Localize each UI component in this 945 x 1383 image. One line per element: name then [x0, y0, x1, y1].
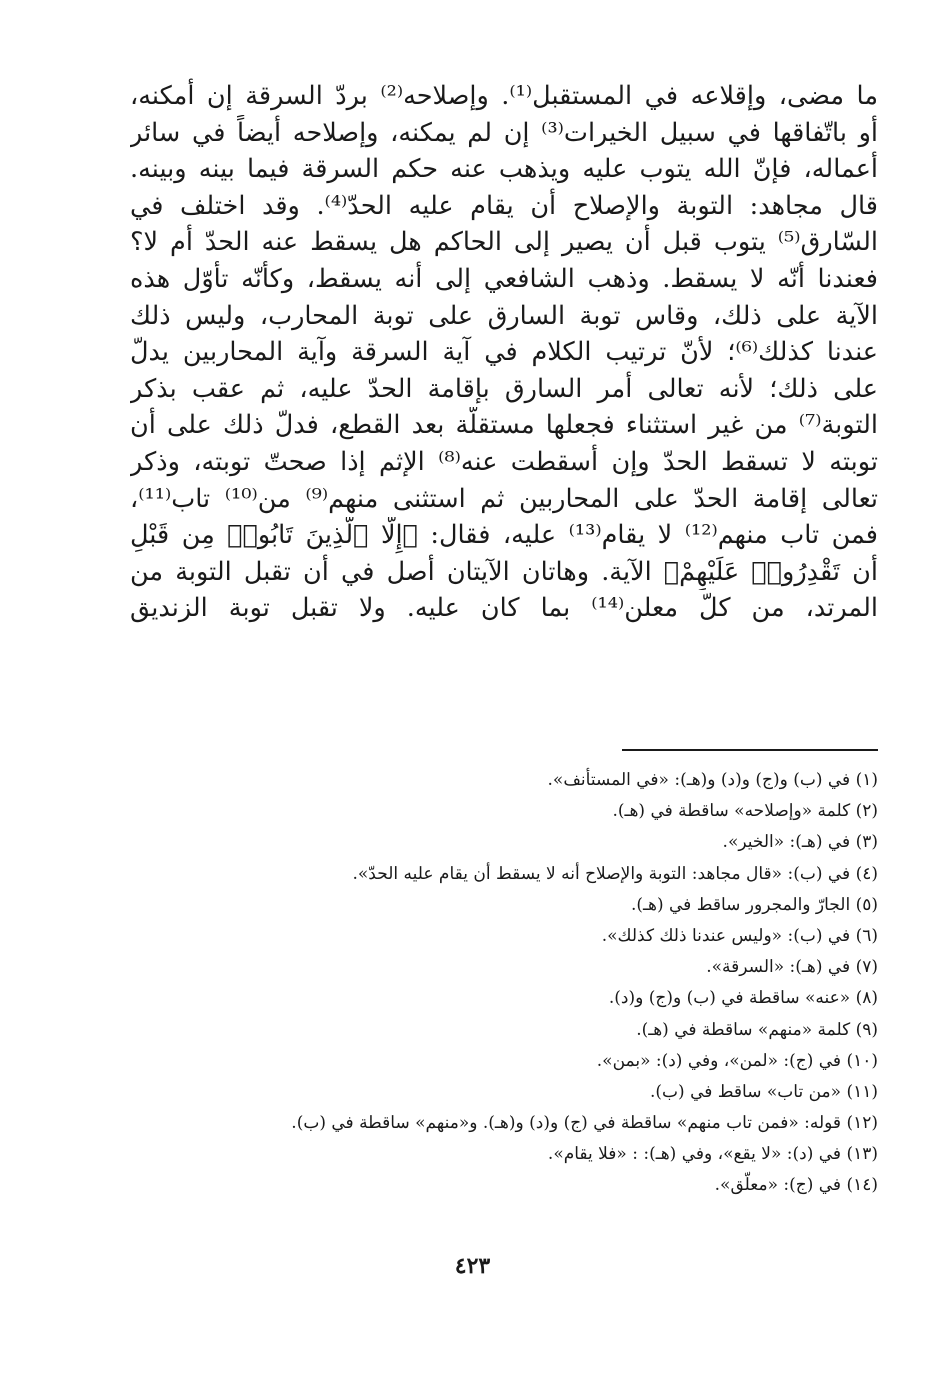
footnotes-block — [130, 765, 878, 1202]
text-line: أَن تَقْدِرُوا۟ عَلَيْهِمْ﴾ الآية. وهاتان الآيتان أصل في أن تقبل التوبة من — [130, 556, 878, 587]
footnote-item: (١١) «من تاب» ساقط في (ب). — [650, 1081, 878, 1102]
footnote-item: (٢) كلمة «وإصلاحه» ساقطة في (هـ). — [612, 801, 878, 822]
text-line: الآية على ذلك، وقاس توبة السارق على توبة المحارب، وليس ذلك — [130, 300, 878, 331]
text-line: أو باتّفاقها في سبيل الخيرات⁽³⁾ إن لم يمكنه، وإصلاحه أيضاً في سائر — [130, 117, 878, 148]
text-line: فمن تاب منهم⁽¹²⁾ لا يقام⁽¹³⁾ عليه، فقال: ﴿إِلَّا ٱلَّذِينَ تَابُوا۟ مِن قَبْلِ — [130, 520, 878, 551]
footnote-item: (١) في (ب) و(ج) و(د) و(هـ): «في المستأنف». — [547, 770, 878, 790]
text-line: على ذلك؛ لأنه تعالى أمر السارق بإقامة الحدّ عليه، ثم عقب بذكر — [130, 373, 878, 404]
text-line: ما مضى، وإقلاعه في المستقبل⁽¹⁾. وإصلاحه⁽²⁾ بردّ السرقة إن أمكنه، — [130, 81, 878, 111]
footnote-item: (٨) «عنه» ساقطة في (ب) و(ج) و(د). — [608, 988, 878, 1009]
footnote-item: (١٤) في (ج): «معلّق». — [714, 1175, 878, 1196]
text-line: السّارق⁽⁵⁾ يتوب قبل أن يصير إلى الحاكم هل يسقط عنه الحدّ أم لا؟ — [130, 227, 878, 258]
text-line: قال مجاهد: التوبة والإصلاح أن يقام عليه الحدّ⁽⁴⁾. وقد اختلف في — [130, 190, 878, 221]
footnote-item: (٣) في (هـ): «الخير». — [722, 832, 878, 853]
text-line: توبته لا تسقط الحدّ وإن أسقطت عنه⁽⁸⁾ الإثم إذا صحتّ توبته، وذكر — [130, 446, 878, 477]
main-text-block — [130, 78, 878, 627]
page-number: ٤٢٣ — [454, 1253, 491, 1279]
text-line: تعالى إقامة الحدّ على المحاربين ثم استثنى منهم⁽⁹⁾ من⁽¹⁰⁾ تاب⁽¹¹⁾، — [130, 483, 878, 514]
footnote-item: (٤) في (ب): «قال مجاهد: التوبة والإصلاح أنه لا يسقط أن يقام عليه الحدّ». — [352, 863, 878, 884]
text-line: فعندنا أنّه لا يسقط. وذهب الشافعي إلى أنه يسقط، وكأنّه تأوّل هذه — [130, 263, 878, 294]
text-line: التوبة⁽⁷⁾ من غير استثناء فجعلها مستقلّة بعد القطع، فدلّ ذلك على أن — [130, 410, 878, 441]
text-line: أعماله، فإنّ الله يتوب عليه ويذهب عنه حكم السرقة فيما بينه وبينه. — [130, 154, 878, 185]
footnote-item: (٦) في (ب): «وليس عندنا ذلك كذلك». — [601, 925, 878, 946]
footnote-item: (٩) كلمة «منهم» ساقطة في (هـ). — [636, 1019, 878, 1040]
footnote-item: (٧) في (هـ): «السرقة». — [706, 957, 878, 978]
footnote-item: (١٢) قوله: «فمن تاب منهم» ساقطة في (ج) و(د) و(هـ). و«منهم» ساقطة في (ب). — [291, 1113, 878, 1134]
footnote-item: (١٣) في (د): «لا يقع»، وفي (هـ): : «فلا يقام». — [547, 1144, 878, 1165]
text-line: المرتد، من كلّ معلن⁽¹⁴⁾ بما كان عليه. ولا تقبل توبة الزنديق — [130, 593, 878, 624]
footnote-item: (١٠) في (ج): «لمن»، وفي (د): «بمن». — [596, 1050, 878, 1071]
footnote-divider — [622, 749, 878, 751]
footnote-item: (٥) الجارّ والمجرور ساقط في (هـ). — [630, 894, 878, 915]
text-line: عندنا كذلك⁽⁶⁾؛ لأنّ ترتيب الكلام في آية السرقة وآية المحاربين يدلّ — [130, 337, 878, 368]
